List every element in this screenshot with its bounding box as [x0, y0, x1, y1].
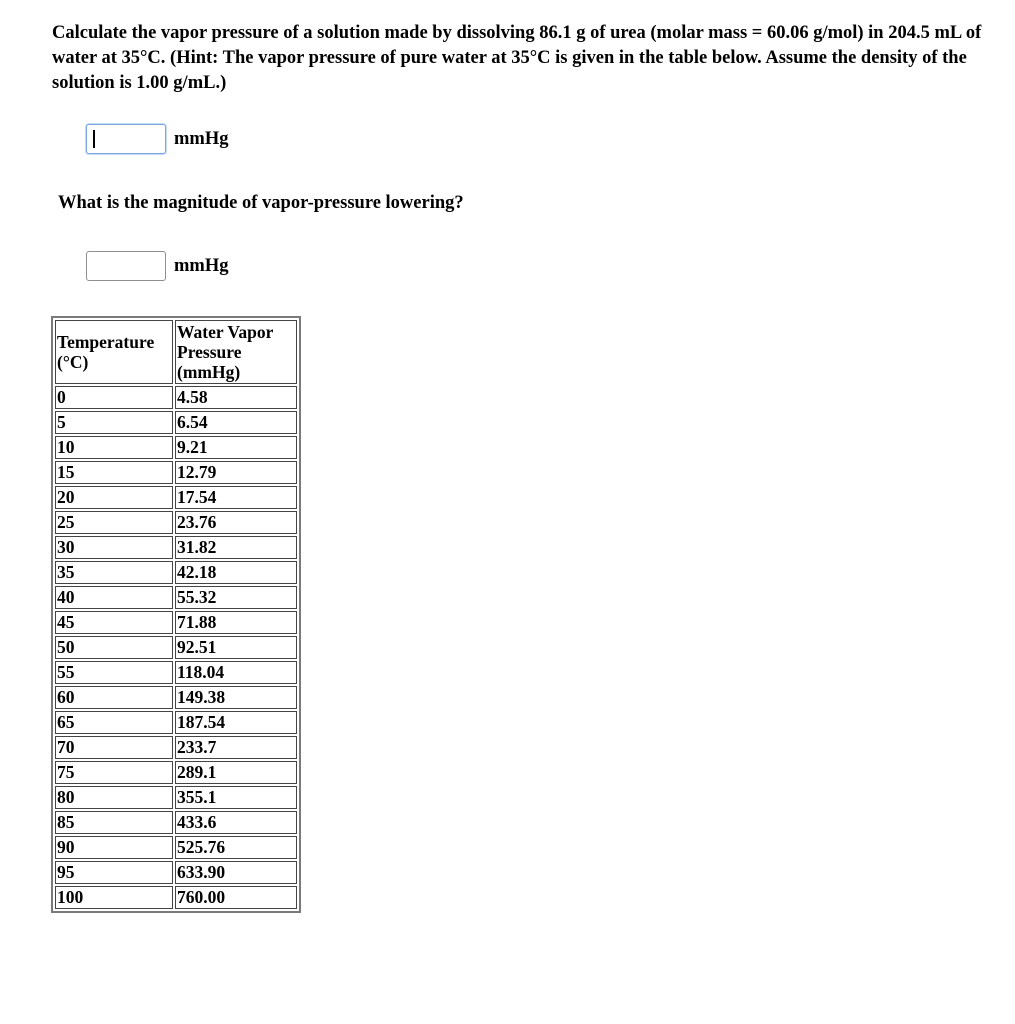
- vapor-pressure-header: Water Vapor Pressure (mmHg): [175, 320, 297, 384]
- vapor-pressure-cell: 9.21: [175, 436, 297, 459]
- temperature-cell: 65: [55, 711, 173, 734]
- vapor-pressure-input[interactable]: [86, 124, 166, 154]
- table-row: [55, 586, 297, 609]
- temperature-cell: 80: [55, 786, 173, 809]
- question2-text: What is the magnitude of vapor-pressure lowering?: [58, 193, 464, 213]
- vapor-pressure-cell: 525.76: [175, 836, 297, 859]
- vapor-pressure-cell: 118.04: [175, 661, 297, 684]
- vapor-pressure-input-wrapper: [86, 124, 166, 154]
- vapor-pressure-cell: 187.54: [175, 711, 297, 734]
- table-row: [55, 711, 297, 734]
- vapor-pressure-cell: 149.38: [175, 686, 297, 709]
- table-row: [55, 686, 297, 709]
- vapor-pressure-cell: 633.90: [175, 861, 297, 884]
- temperature-cell: 25: [55, 511, 173, 534]
- table-row: [55, 486, 297, 509]
- vapor-pressure-cell: 233.7: [175, 736, 297, 759]
- vapor-pressure-cell: 31.82: [175, 536, 297, 559]
- temperature-cell: 40: [55, 586, 173, 609]
- table-row: [55, 861, 297, 884]
- temperature-cell: 85: [55, 811, 173, 834]
- temperature-cell: 60: [55, 686, 173, 709]
- vapor-pressure-cell: 433.6: [175, 811, 297, 834]
- temperature-cell: 30: [55, 536, 173, 559]
- vapor-pressure-answer-row: [86, 124, 228, 154]
- vapor-pressure-unit: mmHg: [174, 128, 229, 149]
- temperature-cell: 0: [55, 386, 173, 409]
- table-row: [55, 611, 297, 634]
- temperature-cell: 100: [55, 886, 173, 909]
- vapor-pressure-cell: 6.54: [175, 411, 297, 434]
- table-row: [55, 786, 297, 809]
- table-row: [55, 636, 297, 659]
- temperature-cell: 75: [55, 761, 173, 784]
- question-text: Calculate the vapor pressure of a solution made by dissolving 86.1 g of urea (molar mass = 60.06 g/mol) in 204.5 mL of water at 35°C. (Hint: The vapor pressure of pure water at 35°C is given in the table below. Assume the density of the solution is 1.00 g/mL.): [52, 23, 982, 93]
- temperature-cell: 45: [55, 611, 173, 634]
- table-row: [55, 411, 297, 434]
- vp-lowering-unit: mmHg: [174, 255, 229, 276]
- temperature-cell: 10: [55, 436, 173, 459]
- table-row: [55, 511, 297, 534]
- temperature-cell: 20: [55, 486, 173, 509]
- temperature-cell: 35: [55, 561, 173, 584]
- table-body: [55, 386, 297, 909]
- vapor-pressure-cell: 4.58: [175, 386, 297, 409]
- temperature-cell: 90: [55, 836, 173, 859]
- table-row: [55, 661, 297, 684]
- table-row: [55, 736, 297, 759]
- table-row: [55, 386, 297, 409]
- table-row: [55, 461, 297, 484]
- table-row: [55, 886, 297, 909]
- vapor-pressure-cell: 760.00: [175, 886, 297, 909]
- temperature-header: Temperature (°C): [55, 320, 173, 384]
- table-row: [55, 811, 297, 834]
- vapor-pressure-cell: 289.1: [175, 761, 297, 784]
- text-caret: [93, 130, 95, 148]
- table-row: [55, 761, 297, 784]
- vapor-pressure-cell: 12.79: [175, 461, 297, 484]
- table-row: [55, 436, 297, 459]
- vapor-pressure-cell: 55.32: [175, 586, 297, 609]
- temperature-cell: 95: [55, 861, 173, 884]
- table-header-row: [55, 320, 297, 384]
- vapor-pressure-cell: 71.88: [175, 611, 297, 634]
- temperature-cell: 70: [55, 736, 173, 759]
- vapor-pressure-cell: 23.76: [175, 511, 297, 534]
- temperature-cell: 15: [55, 461, 173, 484]
- vapor-pressure-cell: 42.18: [175, 561, 297, 584]
- vapor-pressure-cell: 17.54: [175, 486, 297, 509]
- vp-lowering-input[interactable]: [86, 251, 166, 281]
- table-row: [55, 836, 297, 859]
- temperature-cell: 5: [55, 411, 173, 434]
- water-vapor-pressure-table: [51, 316, 301, 913]
- table-row: [55, 536, 297, 559]
- vapor-pressure-cell: 92.51: [175, 636, 297, 659]
- temperature-cell: 55: [55, 661, 173, 684]
- vp-lowering-answer-row: [86, 251, 228, 281]
- vapor-pressure-cell: 355.1: [175, 786, 297, 809]
- temperature-cell: 50: [55, 636, 173, 659]
- table-row: [55, 561, 297, 584]
